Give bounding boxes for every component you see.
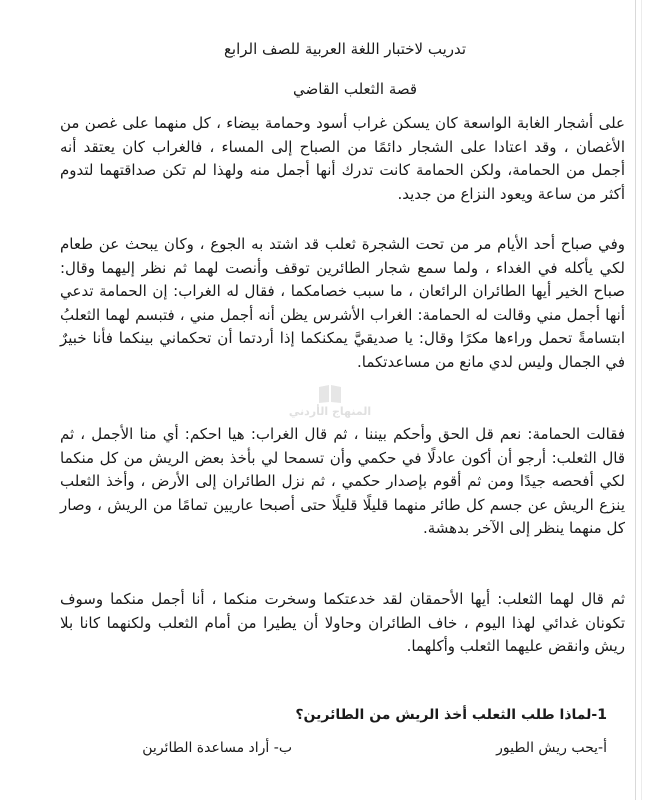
story-paragraph-3: فقالت الحمامة: نعم قل الحق وأحكم بيننا ، ثم قال الغراب: هيا احكم: أي منا الأجمل ، ثم قال الثعلب: أرجو أن أكون عادلًا في حكمي وأن تسمحا لي بأخذ بعض الريش من كل منكما لكي أفحصه جيدًا ومن ثم أقوم بإصدار حكمي ، ثم نزل الطائران إلى الأرض ، وأخذ الثعلب ينزع الريش عن جسم كل طائر منهما قليلًا قليلًا حتى أصبحا عاريين تمامًا من الريش ، وصار كل منهما ينظر إلى الآخر بدهشة. bbox=[60, 425, 625, 538]
story-paragraph-4: ثم قال لهما الثعلب: أيها الأحمقان لقد خدعتكما وسخرت منكما ، أنا أجمل منكما وسوف تكونان غدائي لهذا اليوم ، خاف الطائران وحاولا أن يطيرا من أمام الثعلب ولكنهما كانا بلا ريش وانقض عليهما الثعلب وأكلهما. bbox=[60, 590, 625, 656]
document-title: تدريب لاختبار اللغة العربية للصف الرابع bbox=[223, 40, 467, 58]
watermark-text: المنهاج الأردني bbox=[288, 405, 372, 418]
answer-option-b: ب- أراد مساعدة الطائرين bbox=[142, 740, 292, 756]
question-1: 1-لماذا طلب الثعلب أخذ الريش من الطائرين؟ bbox=[295, 707, 607, 723]
page-edge-line bbox=[635, 0, 636, 800]
page-edge-line-outer bbox=[641, 0, 642, 800]
story-paragraph-1: على أشجار الغابة الواسعة كان يسكن غراب أسود وحمامة بيضاء ، كل منهما على غصن من الأغصان ، وقد اعتادا على الشجار دائمًا من الصباح إلى المساء ، فالغراب كان يعتقد أنه أجمل من الحمامة، ولكن الحمامة كانت تدرك أنها أجمل منه ولهذا لم تكن صداقتهما لتدوم أكثر من ساعة ويعود النزاع من جديد. bbox=[60, 114, 625, 203]
watermark bbox=[255, 383, 405, 418]
story-paragraph-2: وفي صباح أحد الأيام مر من تحت الشجرة ثعلب قد اشتد به الجوع ، وكان يبحث عن طعام لكي يأكله في الغداء ، ولما سمع شجار الطائرين توقف وأنصت لهما ثم نظر إليهما وقال: صباح الخير أيها الطائران الرائعان ، ما سبب خصامكما ، فقال له الغراب: إن الحمامة تدعي أنها أجمل مني وقالت له الحمامة: الغراب الأشرس يظن أنه أجمل مني ، فتبسم لهما الثعلبُ ابتسامةً تحمل وراءها مكرًا وقال: يا صديقيَّ يمكنكما إذا أردتما أن تحكماني بينكما فأنا خبيرٌ في الجمال وليس لدي مانع من مساعدتكما. bbox=[60, 235, 625, 371]
story-title: قصة الثعلب القاضي bbox=[292, 80, 418, 98]
book-logo-icon bbox=[317, 383, 343, 405]
answer-option-a: أ-يحب ريش الطيور bbox=[496, 740, 607, 756]
